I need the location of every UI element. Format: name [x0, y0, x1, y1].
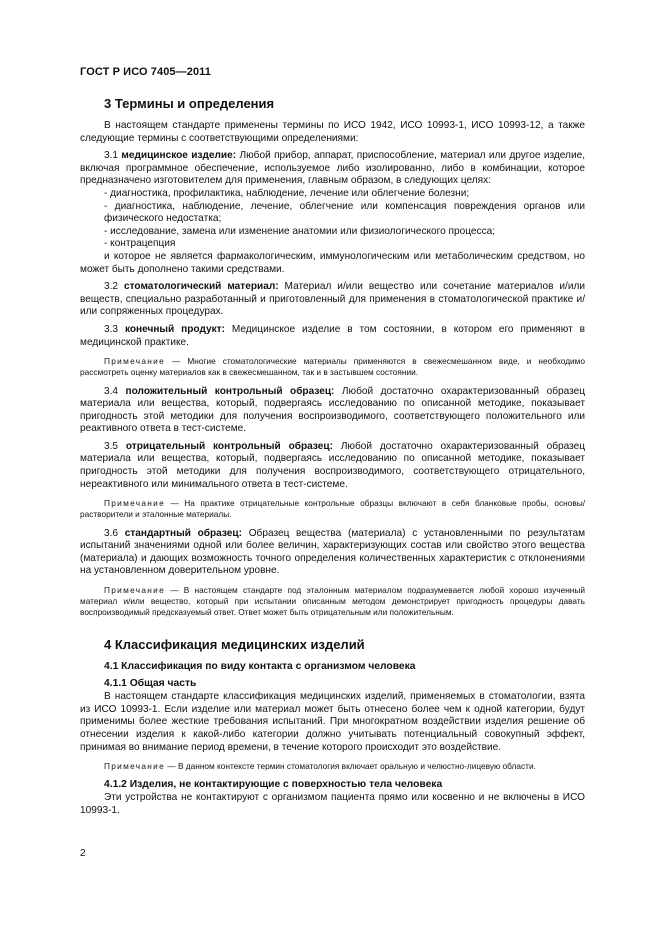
term-3-2	[80, 281, 585, 319]
note-4	[80, 761, 585, 772]
term-number: 3.6	[104, 527, 125, 539]
section-3-title: 3 Термины и определения	[104, 96, 275, 111]
list-item: - диагностика, наблюдение, лечение, облегчение или компенсация повреждения органов или физического недостатка;	[104, 200, 585, 225]
page-content	[80, 96, 585, 817]
term-name: стандартный образец:	[124, 527, 242, 539]
term-definition: Образец вещества (материала) с установленными по результатам испытаний значениями одной или более величин, характеризующих состав или свойство этого вещества (материала) и дающих возможность точного определения количественных характеристик с отклонениями на установленном доверительном уровне.	[80, 527, 586, 577]
note-1	[80, 356, 585, 378]
section-4-1-2-text: Эти устройства не контактируют с организмом пациента прямо или косвенно и не включены в ИСО 10993-1.	[80, 792, 585, 816]
term-name: положительный контрольный образец:	[125, 385, 335, 397]
term-definition: Любой достаточно охарактеризованный образец материала или вещества, который, подвергаясь исследованию по описанной методике, показывает пригодность этой методики для получения воспроизводимого, соответствующего положительного или реактивного ответа в тест-системе.	[80, 385, 586, 435]
term-name: медицинское изделие:	[121, 150, 237, 162]
term-number: 3.1	[104, 150, 122, 162]
term-3-5	[80, 441, 585, 491]
note-3	[80, 585, 585, 619]
note-text: — В настоящем стандарте под эталонным материалом подразумевается любой хорошо изученный материал и/или вещество, который при испытании описанным методом демонстрирует пригодность процедуры давать воспроизводимый предсказуемый ответ. Ответ может быть отрицательным или положительным.	[80, 585, 585, 618]
section-4-1-title: 4.1 Классификация по виду контакта с организмом человека	[104, 660, 416, 672]
note-2	[80, 498, 585, 520]
note-label: Примечание	[104, 356, 166, 367]
term-definition: Любой достаточно охарактеризованный образец материала или вещества, который, подвергаясь исследованию по описанной методике, показывает пригодность этой методики для получения воспроизводимого, соответствующего отрицательного, нереактивного или минимального ответа в тест-системе.	[80, 440, 586, 490]
term-name: отрицательный контрольный образец:	[125, 440, 333, 452]
term-3-1	[80, 150, 585, 188]
term-3-6	[80, 528, 585, 578]
note-text: — В данном контексте термин стоматология включает оральную и челюстно-лицевую области.	[167, 761, 536, 772]
list-item: - исследование, замена или изменение анатомии или физиологического процесса;	[104, 225, 496, 237]
term-number: 3.3	[104, 323, 125, 335]
document-header: ГОСТ Р ИСО 7405—2011	[80, 66, 212, 78]
section-4-1-1-text: В настоящем стандарте классификация медицинских изделий, применяемых в стоматологии, взята из ИСО 10993-1. Если изделие или материал может быть отнесено более чем к одной категории, будут применимы более жесткие требования испытаний. При многократном воздействии изделия решение об отнесении изделия к какой-либо категории должно учитывать потенциальный совокупный эффект, принимая во внимание период времени, в течение которого происходит это воздействие.	[80, 691, 585, 753]
term-definition: Медицинское изделие в том состоянии, в котором его применяют в медицинской практике.	[80, 323, 585, 348]
section-4-title: 4 Классификация медицинских изделий	[104, 636, 365, 652]
term-3-3	[80, 324, 585, 349]
list-item: - контрацепция	[104, 238, 176, 250]
term-definition: Материал и/или вещество или сочетание материалов и/или веществ, специально разработанный и приготовленный для применения в стоматологической практике и/или сопряженных процедурах.	[80, 281, 585, 318]
term-3-1-tail: и которое не является фармакологическим, иммунологическим или метаболическим средством, но может быть дополнено такими средствами.	[80, 250, 585, 275]
term-name: конечный продукт:	[124, 323, 225, 335]
note-label: Примечание	[104, 585, 166, 596]
note-label: Примечание	[104, 498, 166, 509]
section-4-1-1-title: 4.1.1 Общая часть	[104, 678, 197, 690]
term-name: стоматологический материал:	[123, 281, 279, 293]
term-number: 3.5	[104, 440, 126, 452]
term-number: 3.2	[104, 281, 124, 293]
term-definition: Любой прибор, аппарат, приспособление, материал или другое изделие, включая программное обеспечение, используемое либо изолированно, либо в комбинации, которое предназначено изготовителем для применения, главным образом, в следующих целях:	[80, 150, 586, 187]
section-4-1-2-title: 4.1.2 Изделия, не контактирующие с поверхностью тела человека	[104, 779, 443, 791]
section-3-intro: В настоящем стандарте применены термины по ИСО 1942, ИСО 10993-1, ИСО 10993-12, а также следующие термины с соответствующими определениями:	[80, 120, 585, 144]
note-label: Примечание	[104, 761, 166, 772]
term-3-4	[80, 386, 585, 436]
note-text: — Многие стоматологические материалы применяются в свежесмешанном виде, и необходимо рассмотреть оценку материалов как в свежесмешанном, так и в застывшем состоянии.	[80, 356, 585, 378]
page-number: 2	[80, 848, 86, 859]
term-number: 3.4	[104, 385, 126, 397]
note-text: — На практике отрицательные контрольные образцы включают в себя бланковые пробы, основы/растворители и эталонные материалы.	[80, 498, 586, 520]
list-item: - диагностика, профилактика, наблюдение, лечение или облегчение болезни;	[104, 187, 470, 199]
